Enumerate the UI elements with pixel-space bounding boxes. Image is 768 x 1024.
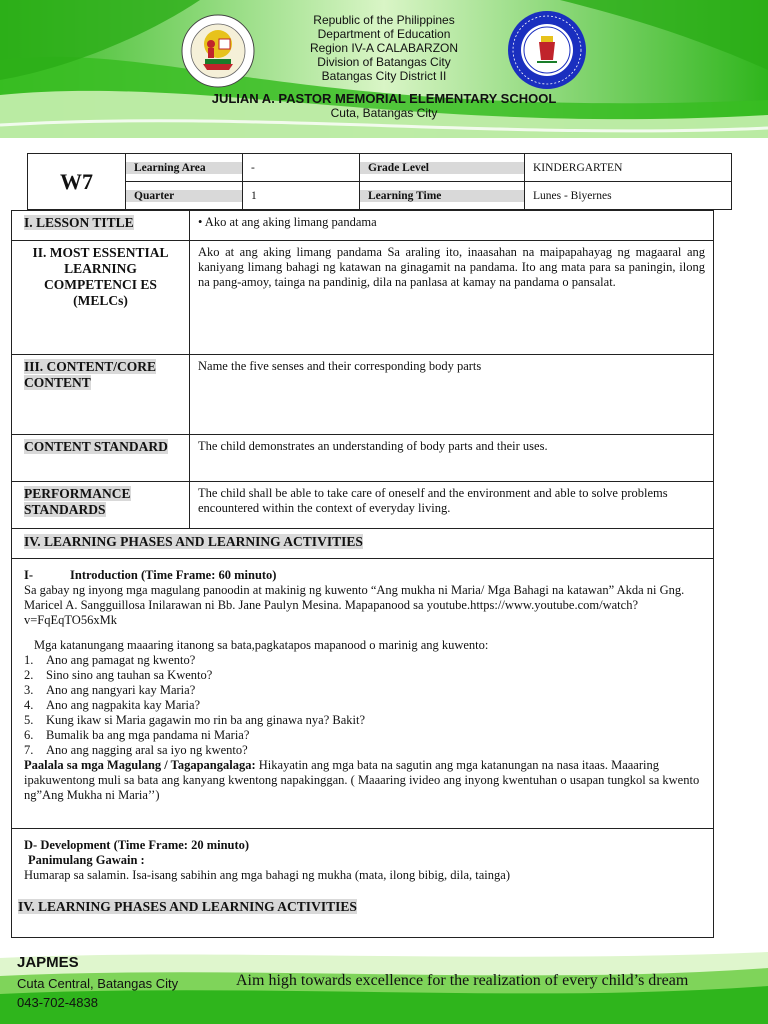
learning-time-label: Learning Time	[360, 182, 525, 210]
content-row	[12, 355, 713, 435]
lesson-plan-table	[11, 210, 714, 938]
development-section	[12, 829, 713, 937]
content-label: III. CONTENT/CORE CONTENT	[12, 355, 190, 434]
parent-note: Paalala sa mga Magulang / Tagapangalaga: Hikayatin ang mga bata na sagutin ang mga katanungan na nasa itaas. Maaaring ipakuwentong muli sa bata ang kanyang kwentong napakinggan. ( Maaaring ivideo ang inyong kwentuhan o usapan tungkol sa kwento ng”Ang Mukha ni Maria’’)	[24, 758, 700, 802]
list-item: 6. Bumalik ba ang mga pandama ni Maria?	[24, 728, 250, 742]
learning-time-value: Lunes - Biyernes	[525, 182, 732, 210]
list-item: 2. Sino sino ang tauhan sa Kwento?	[24, 668, 213, 682]
development-heading: D- Development (Time Frame: 20 minuto)	[24, 838, 250, 852]
grade-level-value: KINDERGARTEN	[525, 154, 732, 182]
phases-title-repeat: IV. LEARNING PHASES AND LEARNING ACTIVITIES	[18, 899, 357, 914]
introduction-row	[12, 559, 713, 829]
content-standard-label: CONTENT STANDARD	[12, 435, 190, 481]
lesson-title-value: • Ako at ang aking limang pandama	[198, 215, 377, 229]
quarter-label: Quarter	[126, 182, 243, 210]
footer-phone: 043-702-4838	[17, 995, 98, 1010]
header-line-division: Division of Batangas City	[317, 55, 451, 69]
quarter-value: 1	[243, 182, 360, 210]
melc-row	[12, 241, 713, 355]
content-value: Name the five senses and their corresponding body parts	[198, 359, 482, 373]
list-item: 1. Ano ang pamagat ng kwento?	[24, 653, 196, 667]
grade-level-label: Grade Level	[360, 154, 525, 182]
performance-standard-label: PERFORMANCE STANDARDS	[12, 482, 190, 528]
content-standard-value: The child demonstrates an understanding of body parts and their uses.	[198, 439, 548, 453]
week-label: W7	[28, 154, 126, 210]
school-address: Cuta, Batangas City	[330, 106, 438, 120]
info-row-1	[28, 154, 732, 182]
list-item: 4. Ano ang nagpakita kay Maria?	[24, 698, 201, 712]
performance-standard-row	[12, 482, 713, 529]
lesson-title-label: I. LESSON TITLE	[12, 211, 190, 240]
development-row	[12, 829, 713, 937]
learning-area-value: -	[243, 154, 360, 182]
phases-title: IV. LEARNING PHASES AND LEARNING ACTIVITIES	[24, 534, 363, 549]
footer-address: Cuta Central, Batangas City	[17, 976, 179, 991]
introduction-section	[12, 559, 713, 828]
school-seal-icon	[507, 10, 587, 90]
phases-title-row	[12, 529, 713, 559]
lesson-info-table	[27, 153, 732, 210]
header-agency-lines	[240, 13, 528, 83]
school-name: JULIAN A. PASTOR MEMORIAL ELEMENTARY SCHOOL	[211, 91, 557, 106]
development-text: Humarap sa salamin. Isa-isang sabihin ang mga bahagi ng mukha (mata, ilong bibig, dila, tainga)	[24, 868, 510, 882]
list-item: 7. Ano ang nagging aral sa iyo ng kwento?	[24, 743, 248, 757]
content-standard-row	[12, 435, 713, 482]
footer-school-acronym: JAPMES	[17, 954, 79, 971]
info-row-2	[28, 182, 732, 210]
list-item: 5. Kung ikaw si Maria gagawin mo rin ba ang ginawa nya? Bakit?	[24, 713, 366, 727]
header-line-republic: Republic of the Philippines	[313, 13, 455, 27]
header-line-deped: Department of Education	[317, 27, 451, 41]
melc-label: II. MOST ESSENTIAL LEARNING COMPETENCI ES (MELCs)	[12, 241, 190, 354]
melc-value: Ako at ang aking limang pandama Sa araling ito, inaasahan na maipapahayag ng magaaral ang kaniyang limang bahagi ng katawan na ginagamit na pandama. Ito ang mata para sa paningin, ilong na pang-amoy, tainga na pandinig, dila na panlasa at kamay na pandama o pansalat.	[198, 245, 705, 289]
learning-area-label: Learning Area	[126, 154, 243, 182]
list-item: 3. Ano ang nangyari kay Maria?	[24, 683, 196, 697]
questions-intro: Mga katanungang maaaring itanong sa bata,pagkatapos mapanood o marinig ang kuwento:	[34, 638, 489, 652]
question-list	[24, 653, 701, 758]
header-line-district: Batangas City District II	[321, 69, 447, 83]
footer-motto: Aim high towards excellence for the realization of every child’s dream	[236, 972, 689, 989]
introduction-heading: I- Introduction (Time Frame: 60 minuto)	[24, 568, 277, 582]
performance-standard-value: The child shall be able to take care of oneself and the environment and able to solve problems encountered within the context of everyday living.	[198, 486, 668, 515]
header-line-region: Region IV-A CALABARZON	[309, 41, 459, 55]
lesson-title-row	[12, 211, 713, 241]
development-subheading: Panimulang Gawain :	[28, 853, 145, 867]
introduction-text: Sa gabay ng inyong mga magulang panoodin at makinig ng kuwento “Ang mukha ni Maria/ Mga Bahagi na katawan” Akda ni Gng. Maricel A. Sangguillosa Inilarawan ni Bb. Jane Paulyn Mesina. Mapapanood sa youtube.https://www.youtube.com/watch?v=FqEqTO56xMk	[24, 583, 685, 627]
